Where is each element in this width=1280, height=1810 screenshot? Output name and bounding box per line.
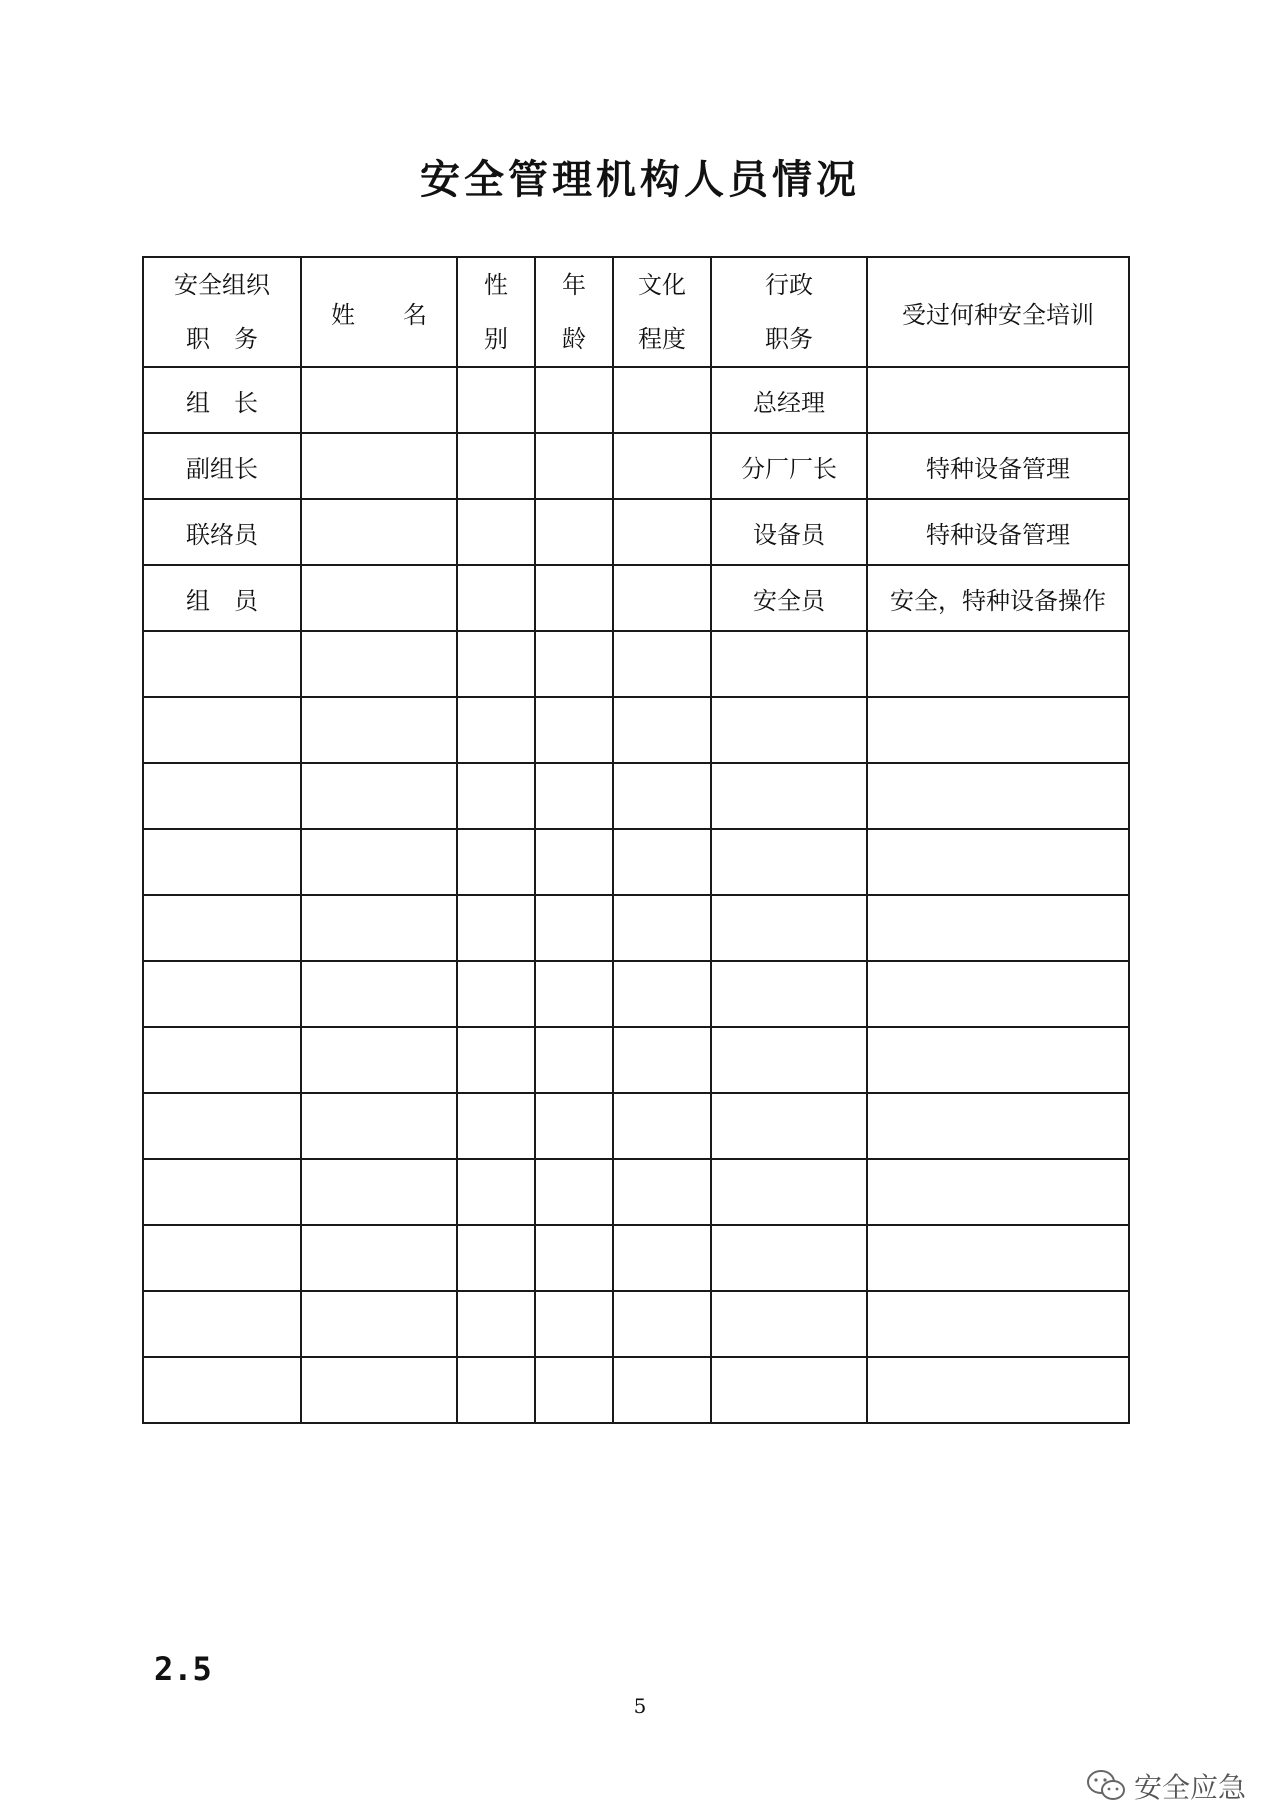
table-row: [143, 1159, 1129, 1225]
table-cell-role: [143, 1357, 301, 1423]
table-cell-admin_position: [711, 763, 867, 829]
table-cell-training: [867, 961, 1129, 1027]
watermark-text: 安全应急: [1133, 1771, 1246, 1804]
table-cell-gender: [457, 1027, 535, 1093]
table-cell-admin_position: [711, 961, 867, 1027]
table-cell-training: [867, 697, 1129, 763]
table-cell-age: [535, 565, 613, 631]
table-cell-training: [867, 1291, 1129, 1357]
table-cell-role: [143, 697, 301, 763]
table-cell-training: [867, 1357, 1129, 1423]
table-cell-name: [301, 829, 457, 895]
table-cell-gender: [457, 1159, 535, 1225]
header-label: 姓 名: [331, 300, 427, 329]
table-header: [143, 257, 1129, 367]
header-cell-name: [301, 257, 457, 367]
table-cell-name: [301, 1027, 457, 1093]
table-cell-role: [143, 961, 301, 1027]
table-cell-admin_position: [711, 895, 867, 961]
table-cell-admin_position: 分厂厂长: [711, 433, 867, 499]
header-label: 受过何种安全培训: [902, 300, 1094, 329]
table-cell-admin_position: 安全员: [711, 565, 867, 631]
table-cell-training: [867, 631, 1129, 697]
table-cell-role: [143, 1291, 301, 1357]
table-cell-name: [301, 565, 457, 631]
table-cell-admin_position: [711, 1093, 867, 1159]
table-row: [143, 1291, 1129, 1357]
table-row: [143, 367, 1129, 433]
table-cell-education: [613, 433, 711, 499]
header-label: 文化: [638, 271, 686, 299]
table-cell-training: 特种设备管理: [867, 433, 1129, 499]
table-cell-training: [867, 895, 1129, 961]
table-cell-name: [301, 895, 457, 961]
table-cell-role: [143, 1093, 301, 1159]
table-cell-education: [613, 499, 711, 565]
table-row: [143, 1093, 1129, 1159]
table-cell-training: 特种设备管理: [867, 499, 1129, 565]
table-cell-role: 联络员: [143, 499, 301, 565]
table-cell-education: [613, 697, 711, 763]
table-cell-role: [143, 1027, 301, 1093]
table-cell-name: [301, 697, 457, 763]
table-cell-education: [613, 829, 711, 895]
header-label: 别: [484, 325, 508, 353]
table-cell-role: [143, 763, 301, 829]
table-cell-admin_position: [711, 829, 867, 895]
header-label: 安全组织: [174, 271, 270, 299]
table-cell-age: [535, 499, 613, 565]
header-cell-education: [613, 257, 711, 367]
table-cell-education: [613, 1357, 711, 1423]
header-cell-admin_position: [711, 257, 867, 367]
table-cell-gender: [457, 1357, 535, 1423]
table-cell-age: [535, 1159, 613, 1225]
table-cell-gender: [457, 1093, 535, 1159]
table-cell-age: [535, 1225, 613, 1291]
table-cell-education: [613, 1027, 711, 1093]
table-cell-education: [613, 763, 711, 829]
table-cell-gender: [457, 631, 535, 697]
table-row: [143, 565, 1129, 631]
table-cell-age: [535, 631, 613, 697]
table-cell-role: [143, 829, 301, 895]
table-cell-age: [535, 1357, 613, 1423]
table-row: [143, 1225, 1129, 1291]
table-row: [143, 961, 1129, 1027]
table-cell-education: [613, 1291, 711, 1357]
table-cell-name: [301, 433, 457, 499]
table-cell-education: [613, 1159, 711, 1225]
header-label: 职 务: [186, 325, 258, 353]
table-cell-admin_position: [711, 631, 867, 697]
table-cell-gender: [457, 367, 535, 433]
watermark: [1086, 1766, 1246, 1806]
table-cell-gender: [457, 1225, 535, 1291]
header-cell-gender: [457, 257, 535, 367]
table-cell-admin_position: [711, 697, 867, 763]
table-row: [143, 1027, 1129, 1093]
header-label: 龄: [562, 325, 586, 353]
table-cell-training: [867, 1027, 1129, 1093]
header-label: 行政: [765, 271, 813, 299]
table-cell-age: [535, 895, 613, 961]
table-row: [143, 763, 1129, 829]
table-cell-gender: [457, 499, 535, 565]
table-cell-name: [301, 631, 457, 697]
table-cell-name: [301, 1093, 457, 1159]
table-cell-name: [301, 1357, 457, 1423]
table-cell-role: 组 长: [143, 367, 301, 433]
header-row: [143, 257, 1129, 367]
table-cell-training: 安全，特种设备操作: [867, 565, 1129, 631]
table-cell-age: [535, 433, 613, 499]
table-cell-age: [535, 829, 613, 895]
table-cell-admin_position: [711, 1159, 867, 1225]
table-cell-gender: [457, 895, 535, 961]
table-row: [143, 697, 1129, 763]
table-cell-age: [535, 1027, 613, 1093]
table-cell-role: 组 员: [143, 565, 301, 631]
table-row: [143, 829, 1129, 895]
table-cell-role: [143, 1225, 301, 1291]
table-cell-education: [613, 895, 711, 961]
table-cell-name: [301, 1291, 457, 1357]
table-cell-name: [301, 1225, 457, 1291]
staff-table: [142, 256, 1130, 1424]
table-cell-role: 副组长: [143, 433, 301, 499]
table-cell-gender: [457, 1291, 535, 1357]
table-cell-role: [143, 1159, 301, 1225]
table-cell-gender: [457, 829, 535, 895]
table-cell-education: [613, 565, 711, 631]
page-title: 安全管理机构人员情况: [420, 156, 860, 203]
table-cell-age: [535, 1291, 613, 1357]
table-cell-role: [143, 895, 301, 961]
table-row: [143, 499, 1129, 565]
table-cell-training: [867, 1093, 1129, 1159]
table-cell-gender: [457, 697, 535, 763]
table-cell-name: [301, 961, 457, 1027]
table-row: [143, 433, 1129, 499]
header-cell-training: [867, 257, 1129, 367]
table-cell-name: [301, 1159, 457, 1225]
section-number: 2.5: [154, 1650, 212, 1688]
table-cell-name: [301, 367, 457, 433]
table-cell-age: [535, 763, 613, 829]
table-cell-training: [867, 763, 1129, 829]
table-cell-age: [535, 367, 613, 433]
table-cell-education: [613, 367, 711, 433]
table-cell-education: [613, 631, 711, 697]
table-row: [143, 1357, 1129, 1423]
table-body: [143, 367, 1129, 1423]
table-cell-admin_position: [711, 1357, 867, 1423]
table-cell-age: [535, 697, 613, 763]
table-cell-training: [867, 829, 1129, 895]
table-cell-education: [613, 1093, 711, 1159]
table-cell-admin_position: 总经理: [711, 367, 867, 433]
header-cell-role: [143, 257, 301, 367]
table-row: [143, 895, 1129, 961]
table-cell-training: [867, 1225, 1129, 1291]
header-cell-age: [535, 257, 613, 367]
table-cell-education: [613, 961, 711, 1027]
table-cell-gender: [457, 565, 535, 631]
table-cell-admin_position: [711, 1225, 867, 1291]
wechat-icon: [1086, 1769, 1126, 1803]
table-cell-role: [143, 631, 301, 697]
header-label: 年: [562, 271, 586, 299]
table-cell-gender: [457, 961, 535, 1027]
table-cell-education: [613, 1225, 711, 1291]
header-label: 性: [484, 271, 508, 299]
table-cell-gender: [457, 433, 535, 499]
table-cell-gender: [457, 763, 535, 829]
table-cell-name: [301, 499, 457, 565]
table-cell-admin_position: 设备员: [711, 499, 867, 565]
table-cell-admin_position: [711, 1291, 867, 1357]
table-cell-name: [301, 763, 457, 829]
table-cell-training: [867, 1159, 1129, 1225]
table-row: [143, 631, 1129, 697]
table-cell-age: [535, 961, 613, 1027]
page-number: 5: [633, 1694, 647, 1718]
table-cell-training: [867, 367, 1129, 433]
table-cell-admin_position: [711, 1027, 867, 1093]
header-label: 程度: [638, 325, 686, 353]
header-label: 职务: [765, 325, 813, 353]
table-cell-age: [535, 1093, 613, 1159]
